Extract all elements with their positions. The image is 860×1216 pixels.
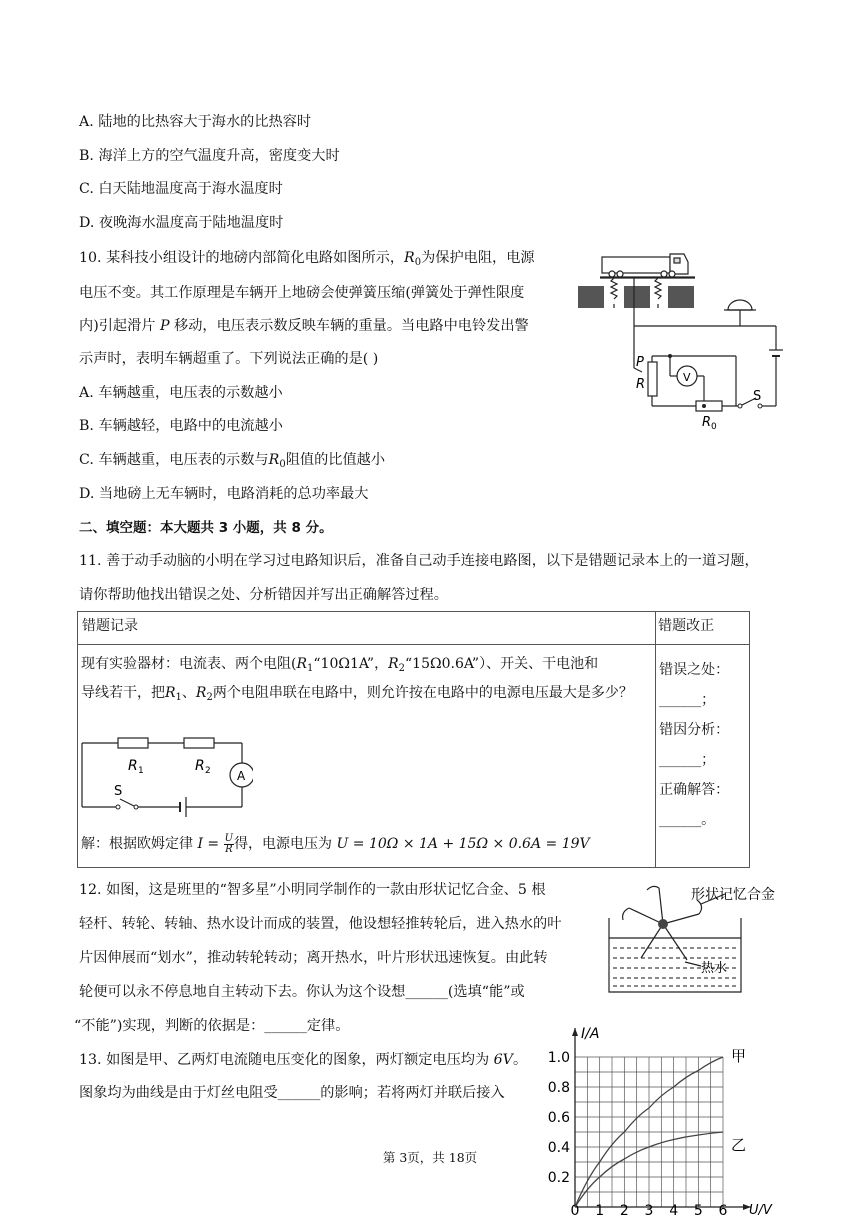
fig-label-r: R bbox=[636, 377, 646, 392]
q10-line-2: 电压不变。其工作原理是车辆开上地磅会使弹簧压缩(弹簧处于弹性限度 bbox=[79, 285, 525, 301]
fig-label-water: 热水 bbox=[701, 961, 728, 976]
fig-label-p: P bbox=[636, 355, 644, 370]
fig-label-r1-sub: 1 bbox=[138, 766, 144, 776]
record-line-1: 现有实验器材：电流表、两个电阻($R_1“10\Omega 1A$”，$R_2“15\Omega 0.6A$”）、开关、干电池和 bbox=[81, 656, 599, 674]
q12-wheel-figure bbox=[605, 878, 805, 996]
x-tick-label: 2 bbox=[619, 1203, 629, 1216]
y-tick-label: 0.6 bbox=[547, 1110, 570, 1126]
table-header-left: 错题记录 bbox=[78, 612, 656, 645]
fig-label-r2: R bbox=[195, 758, 205, 774]
y-tick-label: 0.4 bbox=[547, 1140, 570, 1156]
y-tick-label: 0.8 bbox=[547, 1080, 570, 1096]
q12-line-2: 轻杆、转轮、转轴、热水设计而成的装置，他设想轻推转轮后，进入热水的叶 bbox=[79, 916, 562, 932]
y-axis-label: I/A bbox=[581, 1026, 600, 1042]
x-tick-label: 4 bbox=[669, 1203, 679, 1216]
record-solution: 解：根据欧姆定律 I = $\frac{U}{R}$ 得，电源电压为 U = 10Ω × 1A + 15Ω × 0.6A = 19V bbox=[81, 832, 590, 855]
section-2-heading: 二、填空题：本大题共 3 小题，共 8 分。 bbox=[79, 520, 333, 536]
x-axis-label: U/V bbox=[749, 1203, 772, 1216]
fig-label-a: A bbox=[237, 769, 246, 783]
fig-label-v: V bbox=[683, 371, 691, 384]
error-record-table bbox=[77, 611, 750, 868]
q11-circuit-figure bbox=[78, 709, 253, 821]
y-tick-label: 1.0 bbox=[547, 1050, 570, 1066]
q9-option-a: A. 陆地的比热容大于海水的比热容时 bbox=[79, 114, 312, 130]
q13-line-1: 13. 如图是甲、乙两灯电流随电压变化的图象，两灯额定电压均为 6V。 bbox=[79, 1052, 528, 1068]
y-tick-label: 0.2 bbox=[547, 1170, 570, 1186]
fig-label-r2-sub: 2 bbox=[205, 766, 211, 776]
correction-blank-3: ______。 bbox=[659, 812, 716, 828]
q12-line-5: “不能”)实现，判断的依据是：______定律。 bbox=[74, 1018, 350, 1034]
y-axis-arrow bbox=[572, 1028, 578, 1036]
fig-label-r0-sub: 0 bbox=[711, 422, 717, 432]
chart-series bbox=[575, 1047, 746, 1207]
table-cell-record bbox=[78, 645, 656, 868]
q12-line-4: 轮便可以永不停息地自主转动下去。你认为这个设想______(选填“能”或 bbox=[79, 984, 525, 1000]
q12-line-1: 12. 如图，这是班里的“智多星”小明同学制作的一款由形状记忆合金、5 根 bbox=[79, 882, 546, 898]
x-tick-label: 1 bbox=[595, 1203, 605, 1216]
x-tick-label: 3 bbox=[644, 1203, 654, 1216]
q10-line-3: 内)引起滑片 P 移动，电压表示数反映车辆的重量。当电路中电铃发出警 bbox=[79, 318, 529, 334]
iu-chart bbox=[543, 1022, 793, 1216]
q11-line-1: 11. 善于动手动脑的小明在学习过电路知识后，准备自己动手连接电路图，以下是错题记录本上的一道习题， bbox=[79, 553, 759, 569]
series-label-yi: 乙 bbox=[731, 1136, 747, 1154]
chart-grid bbox=[575, 1057, 723, 1207]
table-header-right: 错题改正 bbox=[656, 612, 750, 645]
correction-answer-label: 正确解答： bbox=[659, 782, 730, 798]
correction-error-label: 错误之处： bbox=[659, 662, 730, 678]
page-footer: 第 3页，共 18页 bbox=[382, 1150, 478, 1165]
q13-line-2: 图象均为曲线是由于灯丝电阻受______的影响；若将两灯并联后接入 bbox=[79, 1085, 505, 1101]
q10-option-b: B. 车辆越轻，电路中的电流越小 bbox=[79, 418, 283, 434]
fig-label-r1: R bbox=[128, 758, 138, 774]
q12-line-3: 片因伸展而“划水”，推动转轮转动；离开热水，叶片形状迅速恢复。由此转 bbox=[79, 950, 548, 966]
correction-cause-label: 错因分析： bbox=[659, 722, 730, 738]
q10-option-c: C. 车辆越重，电压表的示数与$R_0$阻值的比值越小 bbox=[79, 452, 386, 470]
fig-label-r0: R bbox=[702, 415, 712, 430]
q9-option-d: D. 夜晚海水温度高于陆地温度时 bbox=[79, 215, 284, 231]
table-cell-correction bbox=[656, 645, 750, 868]
x-tick-label: 5 bbox=[693, 1203, 703, 1216]
x-tick-label: 0 bbox=[570, 1203, 580, 1216]
q10-circuit-figure bbox=[570, 240, 790, 435]
fig-label-alloy: 形状记忆合金 bbox=[691, 887, 775, 903]
fig-label-s: S bbox=[114, 784, 123, 799]
correction-blank-1: ______； bbox=[659, 692, 716, 708]
x-tick-label: 6 bbox=[718, 1203, 728, 1216]
q10-line-1: 10. 某科技小组设计的地磅内部简化电路如图所示，$R_0$为保护电阻，电源 bbox=[79, 250, 535, 268]
q10-option-a: A. 车辆越重，电压表的示数越小 bbox=[79, 385, 283, 401]
record-line-2: 导线若干，把$R_1$、$R_2$两个电阻串联在电路中，则允许按在电路中的电源电压最大是多少？ bbox=[81, 685, 633, 703]
fig-label-s: S bbox=[753, 389, 762, 404]
fraction-u-over-r: $\frac{U}{R}$ bbox=[224, 832, 234, 855]
series-label-jia: 甲 bbox=[731, 1047, 747, 1065]
q11-line-2: 请你帮助他找出错误之处、分析错因并写出正确解答过程。 bbox=[79, 587, 448, 603]
q10-option-d: D. 当地磅上无车辆时，电路消耗的总功率最大 bbox=[79, 486, 369, 502]
q9-option-c: C. 白天陆地温度高于海水温度时 bbox=[79, 181, 283, 197]
q9-option-b: B. 海洋上方的空气温度升高，密度变大时 bbox=[79, 148, 340, 164]
correction-blank-2: ______； bbox=[659, 752, 716, 768]
q10-line-4: 示声时，表明车辆超重了。下列说法正确的是( ) bbox=[79, 351, 379, 367]
